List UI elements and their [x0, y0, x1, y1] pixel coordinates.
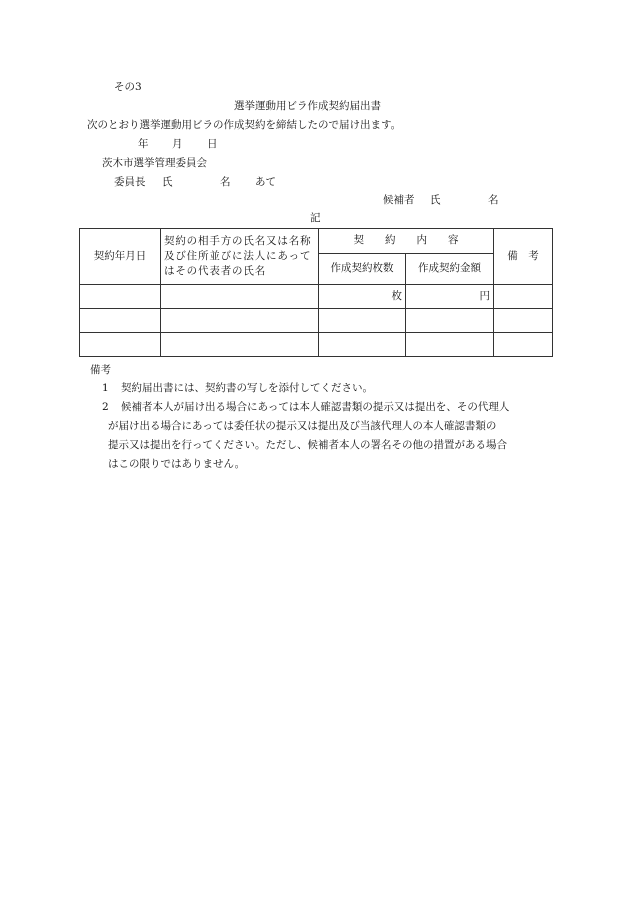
header-contract-contents: 契 約 内 容	[319, 229, 494, 254]
addressee-org: 茨木市選挙管理委員会	[102, 157, 207, 169]
cell-quantity	[319, 333, 406, 357]
cell-quantity-unit: 枚	[319, 285, 406, 309]
note-2-line-3: 提示又は提出を行ってください。ただし、候補者本人の署名その他の措置がある場合	[108, 439, 507, 451]
date-month: 月	[172, 138, 183, 150]
addressee-ate: あて	[255, 176, 276, 188]
cell-remarks	[494, 285, 553, 309]
candidate-shi: 氏	[430, 194, 441, 206]
table-row	[80, 333, 553, 357]
cell-date	[80, 285, 161, 309]
date-year: 年	[138, 138, 149, 150]
date-day: 日	[207, 138, 218, 150]
ki-label: 記	[310, 212, 321, 224]
document-title: 選挙運動用ビラ作成契約届出書	[234, 100, 381, 112]
cell-amount	[406, 333, 494, 357]
cell-party	[161, 285, 319, 309]
table-row	[80, 285, 553, 309]
intro-text: 次のとおり選挙運動用ビラの作成契約を締結したので届け出ます。	[87, 119, 402, 131]
header-amount: 作成契約金額	[406, 254, 494, 285]
header-remarks: 備 考	[494, 229, 553, 285]
note-2-line-1: 候補者本人が届け出る場合にあっては本人確認書類の提示又は提出を、その代理人	[121, 401, 510, 413]
cell-quantity	[319, 309, 406, 333]
contract-table	[79, 228, 553, 357]
header-contract-party: 契約の相手方の氏名又は名称及び住所並びに法人にあってはその代表者の氏名	[161, 229, 319, 285]
candidate-mei: 名	[488, 194, 499, 206]
note-2-line-2: が届け出る場合にあっては委任状の提示又は提出及び当該代理人の本人確認書類の	[108, 420, 497, 432]
cell-remarks	[494, 309, 553, 333]
cell-date	[80, 309, 161, 333]
note-1-number: 1	[102, 382, 109, 394]
candidate-label: 候補者	[383, 194, 415, 206]
cell-remarks	[494, 333, 553, 357]
cell-amount	[406, 309, 494, 333]
header-contract-date: 契約年月日	[80, 229, 161, 285]
cell-party	[161, 309, 319, 333]
note-1-text: 契約届出書には、契約書の写しを添付してください。	[121, 382, 373, 394]
section-label: その3	[114, 81, 142, 93]
addressee-shi: 氏	[162, 176, 173, 188]
notes-heading: 備考	[90, 364, 111, 376]
table-row	[80, 309, 553, 333]
cell-date	[80, 333, 161, 357]
addressee-mei: 名	[220, 176, 231, 188]
cell-amount-unit: 円	[406, 285, 494, 309]
note-2-number: 2	[102, 401, 109, 413]
note-2-line-4: はこの限りではありません。	[108, 458, 246, 470]
header-quantity: 作成契約枚数	[319, 254, 406, 285]
addressee-title: 委員長	[114, 176, 146, 188]
cell-party	[161, 333, 319, 357]
